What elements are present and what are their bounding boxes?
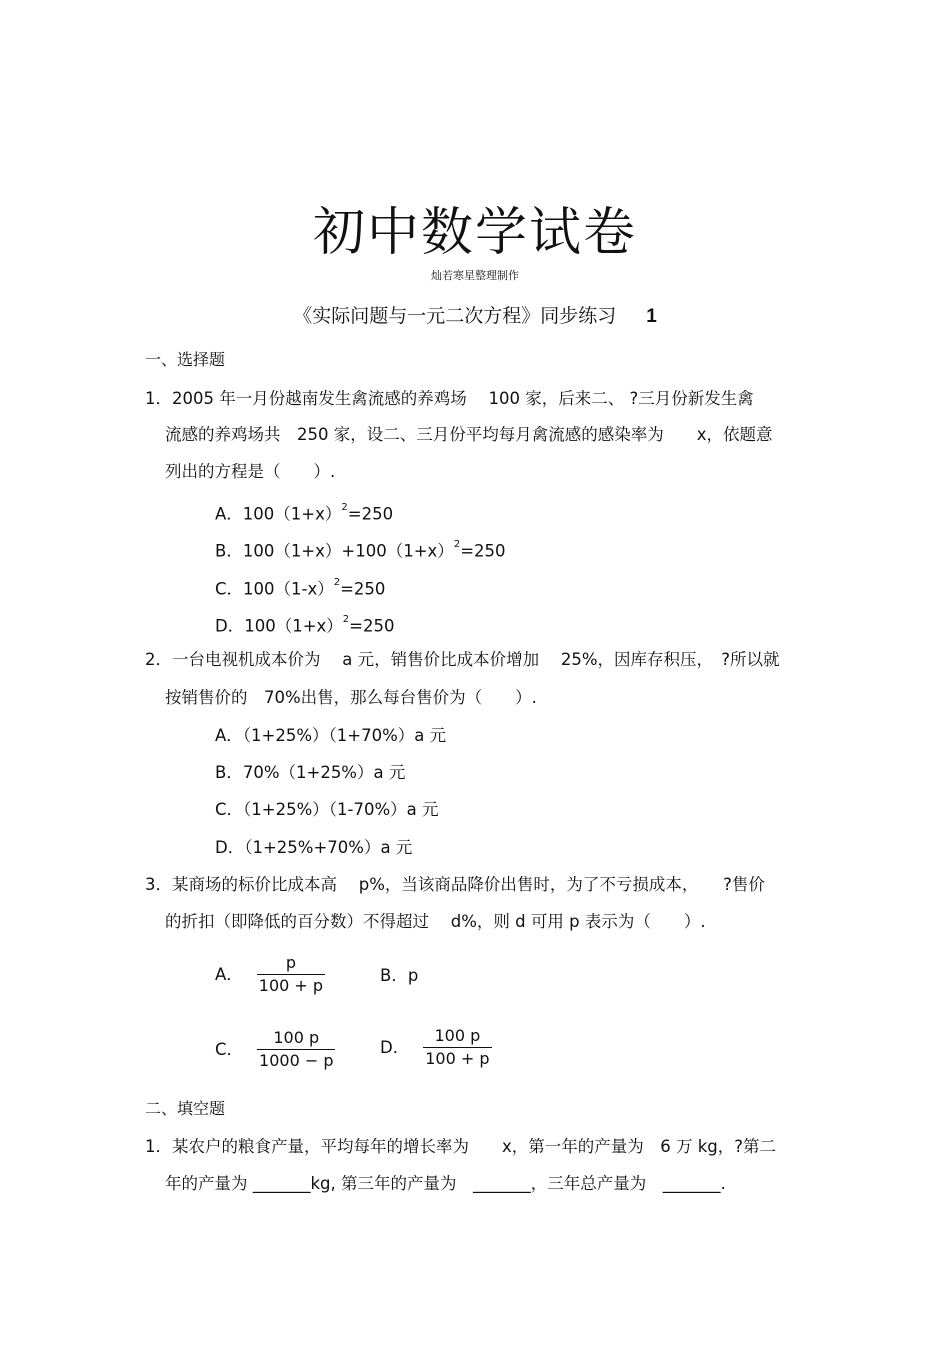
- exponent: 2: [453, 539, 461, 550]
- question-1-option-b: [215, 536, 506, 564]
- exercise-subtitle: [0, 302, 950, 331]
- question-3-option-a: [215, 952, 325, 997]
- question-2-line-2: 按销售价的 70%出售，那么每台售价为（ ）.: [165, 688, 537, 707]
- option-text: =250: [347, 504, 394, 524]
- fill-question-1-line-1: 1．某农户的粮食产量，平均每年的增长率为 x，第一年的产量为 6 万 kg，?第二: [145, 1137, 777, 1156]
- exponent: 2: [341, 502, 348, 513]
- fraction: [423, 1025, 491, 1070]
- option-text: =250: [460, 541, 506, 561]
- question-3-option-b: B．p: [380, 966, 419, 985]
- question-3-line-2: 的折扣（即降低的百分数）不得超过 d%，则 d 可用 p 表示为（ ）.: [165, 912, 706, 931]
- numerator: 100 p: [257, 1027, 335, 1050]
- option-text: A．100（1+x）: [215, 504, 342, 524]
- question-1-option-a: [215, 499, 393, 527]
- numerator: p: [257, 952, 325, 975]
- question-1-line-1: 1．2005 年一月份越南发生禽流感的养鸡场 100 家，后来二、 ?三月份新发生禽: [145, 389, 754, 408]
- option-label: D．: [380, 1037, 410, 1057]
- exponent: 2: [333, 577, 341, 588]
- page-title: 初中数学试卷: [312, 203, 637, 263]
- option-text: C．100（1-x）: [215, 579, 334, 599]
- denominator: 100 + p: [258, 976, 324, 995]
- question-1-line-3: 列出的方程是（ ）.: [165, 462, 336, 481]
- question-1-option-c: [215, 574, 385, 602]
- fraction: [257, 1027, 335, 1072]
- option-text: =250: [349, 616, 395, 636]
- question-2-line-1: 2．一台电视机成本价为 a 元，销售价比成本价增加 25%，因库存积压， ?所以就: [145, 650, 780, 669]
- subtitle-text: 《实际问题与一元二次方程》同步练习: [293, 305, 617, 327]
- option-text: =250: [340, 579, 386, 599]
- question-2-option-d: D．（1+25%+70%）a 元: [215, 838, 413, 857]
- exponent: 2: [342, 614, 350, 625]
- question-2-option-b: B．70%（1+25%）a 元: [215, 763, 406, 782]
- question-3-option-c: [215, 1027, 335, 1072]
- section-heading-choice: 一、选择题: [145, 350, 226, 369]
- numerator: 100 p: [423, 1025, 491, 1048]
- option-label: A．: [215, 964, 243, 984]
- fill-question-1-line-2: 年的产量为 _______kg, 第三年的产量为 _______，三年总产量为 _______.: [165, 1174, 726, 1193]
- option-text: B．100（1+x）+100（1+x）: [215, 541, 454, 561]
- question-2-option-c: C．（1+25%）（1-70%）a 元: [215, 800, 439, 819]
- denominator: 1000 − p: [259, 1051, 334, 1070]
- option-label: C．: [215, 1039, 244, 1059]
- maker-credit: 灿若寒星整理制作: [431, 269, 519, 282]
- question-3-option-d: [380, 1025, 492, 1070]
- question-1-option-d: [215, 611, 395, 639]
- question-1-line-2: 流感的养鸡场共 250 家，设二、三月份平均每月禽流感的感染率为 x，依题意: [165, 425, 773, 444]
- section-heading-fill: 二、填空题: [145, 1099, 226, 1118]
- option-text: D．100（1+x）: [215, 616, 343, 636]
- subtitle-number: 1: [646, 306, 657, 327]
- question-2-option-a: A．（1+25%）（1+70%）a 元: [215, 726, 447, 745]
- question-3-line-1: 3．某商场的标价比成本高 p%，当该商品降价出售时，为了不亏损成本， ?售价: [145, 875, 765, 894]
- denominator: 100 + p: [425, 1049, 490, 1068]
- fraction: [257, 952, 325, 997]
